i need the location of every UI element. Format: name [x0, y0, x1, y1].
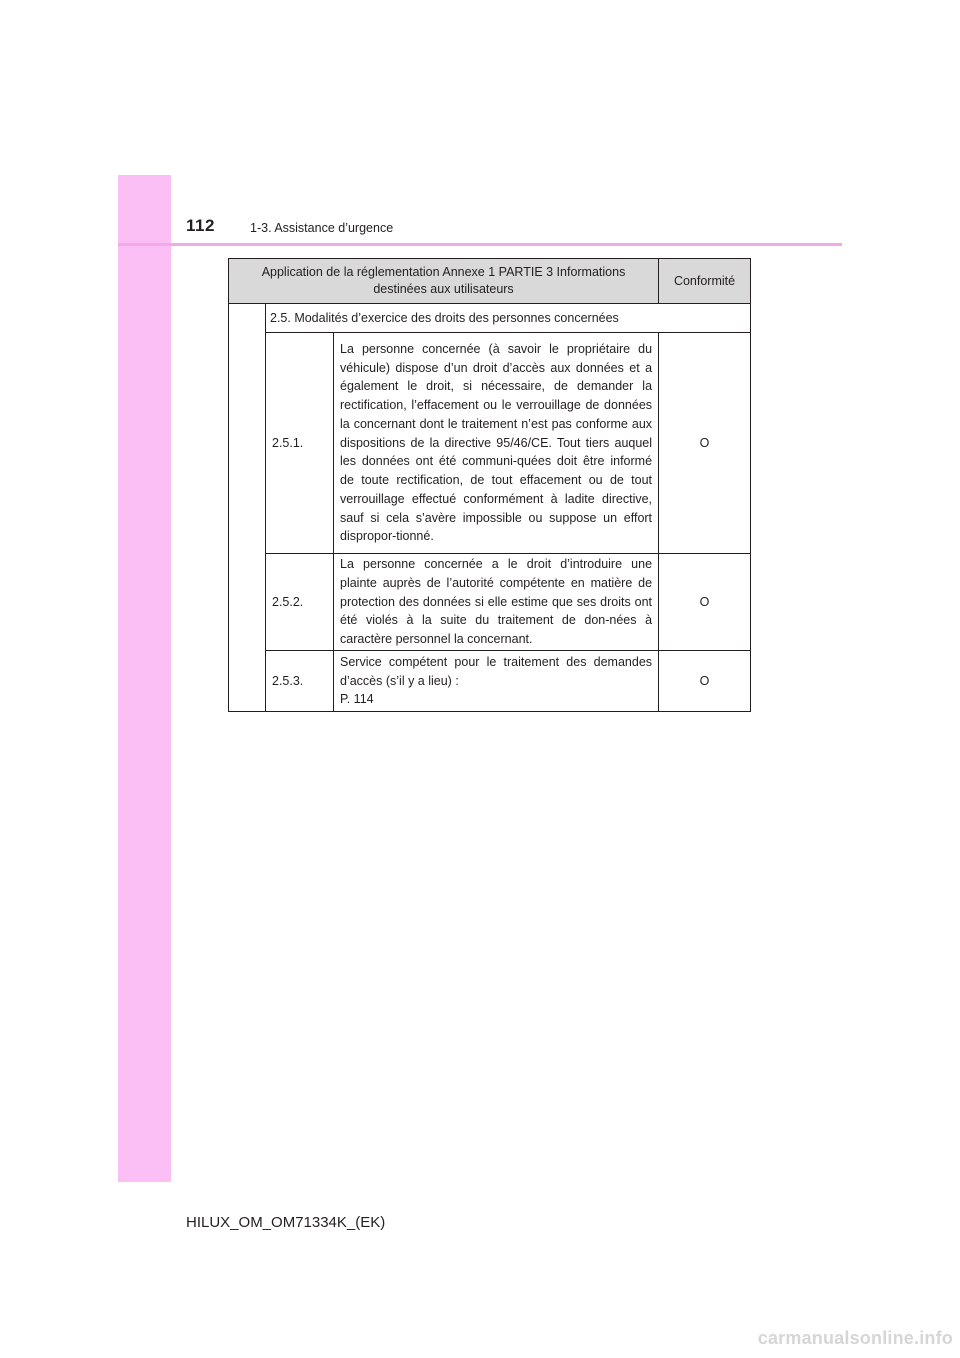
table-header-row	[229, 259, 751, 304]
row-number: 2.5.1.	[266, 333, 334, 554]
page-reference-link[interactable]: P. 114	[340, 692, 374, 707]
chapter-side-band	[118, 175, 171, 1182]
table-row	[229, 554, 751, 651]
header-conformity: Conformité	[659, 259, 751, 304]
row-number: 2.5.3.	[266, 651, 334, 712]
header-rule	[118, 243, 842, 246]
table-row	[229, 304, 751, 333]
manual-code: HILUX_OM_OM71334K_(EK)	[186, 1214, 386, 1231]
subsection-title: 2.5. Modalités d’exercice des droits des personnes concernées	[266, 304, 751, 333]
watermark: carmanualsonline.info	[757, 1328, 953, 1348]
indent-cell	[229, 304, 266, 712]
row-conformity: O	[659, 333, 751, 554]
row-text-cell	[334, 651, 659, 712]
row-conformity: O	[659, 554, 751, 651]
header-regulation: Application de la réglementation Annexe 1 PARTIE 3 Informations destinées aux utilisateurs	[229, 259, 659, 304]
table-row	[229, 333, 751, 554]
row-conformity: O	[659, 651, 751, 712]
page-number: 112	[186, 216, 215, 235]
table-row	[229, 651, 751, 712]
section-title: 1-3. Assistance d’urgence	[250, 221, 394, 235]
row-text: La personne concernée a le droit d’introduire une plainte auprès de l’autorité compétente en matière de protection des données si elle estime que ses droits ont été violés à la suite du traitement de don-nées à caractère personnel la concernant.	[334, 554, 659, 651]
regulation-table	[228, 258, 751, 712]
row-number: 2.5.2.	[266, 554, 334, 651]
row-text: La personne concernée (à savoir le propriétaire du véhicule) dispose d’un droit d’accès aux données et a également le droit, si nécessaire, de demander la rectification, l’effacement ou le verrouillage de données la concernant dont le traitement n’est pas conforme aux dispositions de la directive 95/46/CE. Tout tiers auquel les données ont été communi-quées doit être informé de toute rectification, de tout effacement ou de tout verrouillage effectué conformément à ladite directive, sauf si cela s’avère impossible ou suppose un effort dispropor-tionné.	[334, 333, 659, 554]
row-text: Service compétent pour le traitement des demandes d’accès (s’il y a lieu) :	[340, 654, 653, 688]
